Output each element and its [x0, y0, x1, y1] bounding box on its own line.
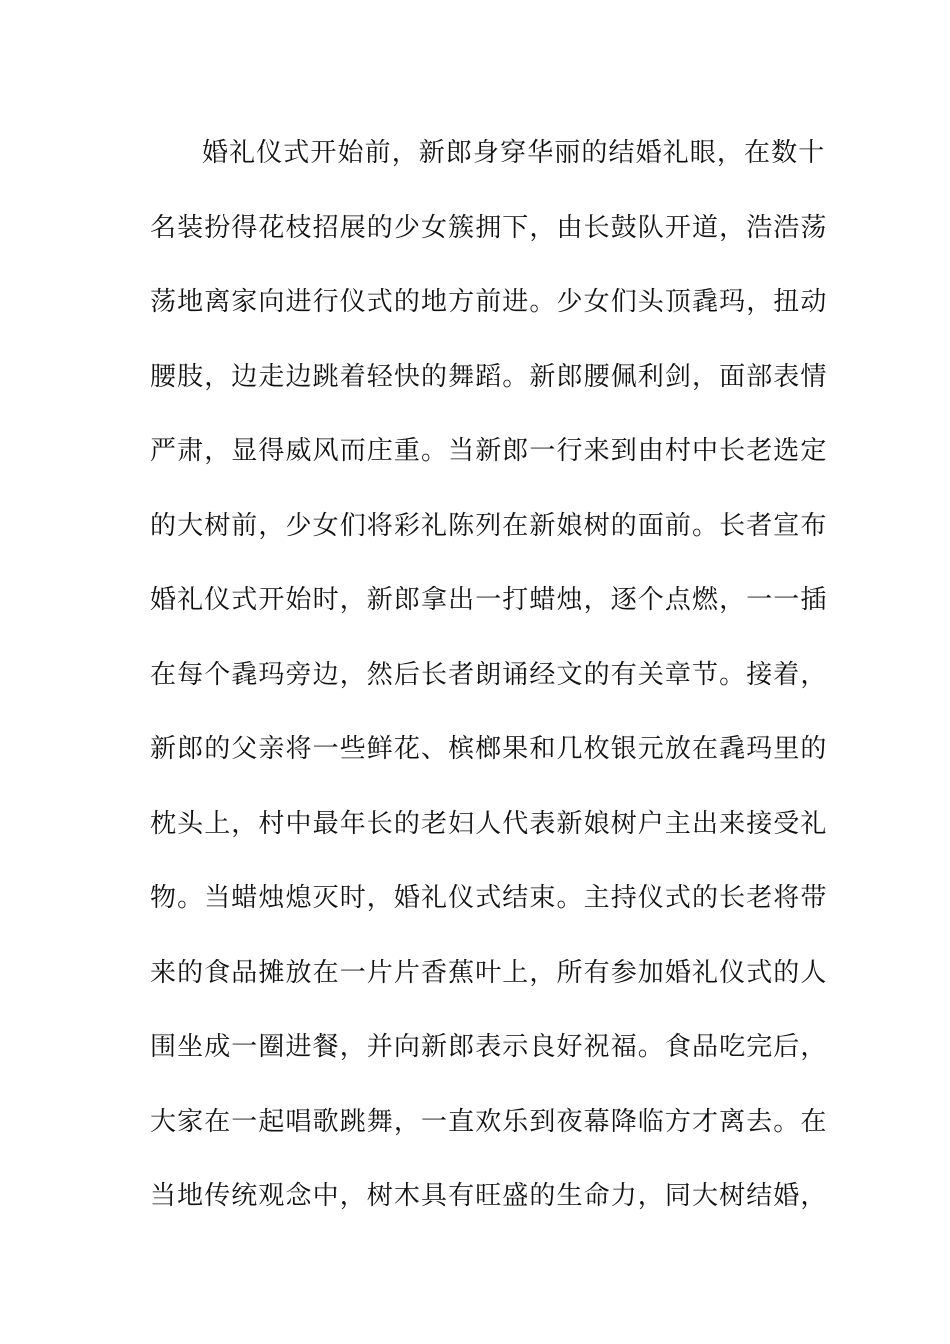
text-line: 严肃，显得威风而庄重。当新郎一行来到由村中长老选定 — [150, 436, 828, 466]
text-line: 在每个毳玛旁边，然后长者朗诵经文的有关章节。接着， — [150, 659, 828, 690]
text-line: 大家在一起唱歌跳舞，一直欢乐到夜幕降临方才离去。在 — [150, 1106, 828, 1137]
text-line: 婚礼仪式开始前，新郎身穿华丽的结婚礼眼，在数十 — [202, 138, 826, 168]
text-line: 新郎的父亲将一些鲜花、槟榔果和几枚银元放在毳玛里的 — [150, 734, 828, 764]
text-line: 的大树前，少女们将彩礼陈列在新娘树的面前。长者宣布 — [150, 510, 828, 541]
text-line: 名装扮得花枝招展的少女簇拥下，由长鼓队开道，浩浩荡 — [150, 212, 828, 243]
body-paragraph — [150, 124, 828, 1242]
text-line: 荡地离家向进行仪式的地方前进。少女们头顶毳玛，扭动 — [150, 287, 828, 317]
text-line: 枕头上，村中最年长的老妇人代表新娘树户主出来接受礼 — [150, 808, 828, 839]
text-line: 围坐成一圈进餐，并向新郎表示良好祝福。食品吃完后， — [150, 1032, 828, 1062]
text-line: 来的食品摊放在一片片香蕉叶上，所有参加婚礼仪式的人 — [150, 957, 828, 988]
text-line: 腰肢，边走边跳着轻快的舞蹈。新郎腰佩利剑，面部表情 — [150, 361, 828, 392]
text-line: 婚礼仪式开始时，新郎拿出一打蜡烛，逐个点燃，一一插 — [150, 585, 828, 615]
text-line: 物。当蜡烛熄灭时，婚礼仪式结束。主持仪式的长老将带 — [150, 883, 828, 913]
text-line: 当地传统观念中，树木具有旺盛的生命力，同大树结婚， — [150, 1181, 828, 1211]
